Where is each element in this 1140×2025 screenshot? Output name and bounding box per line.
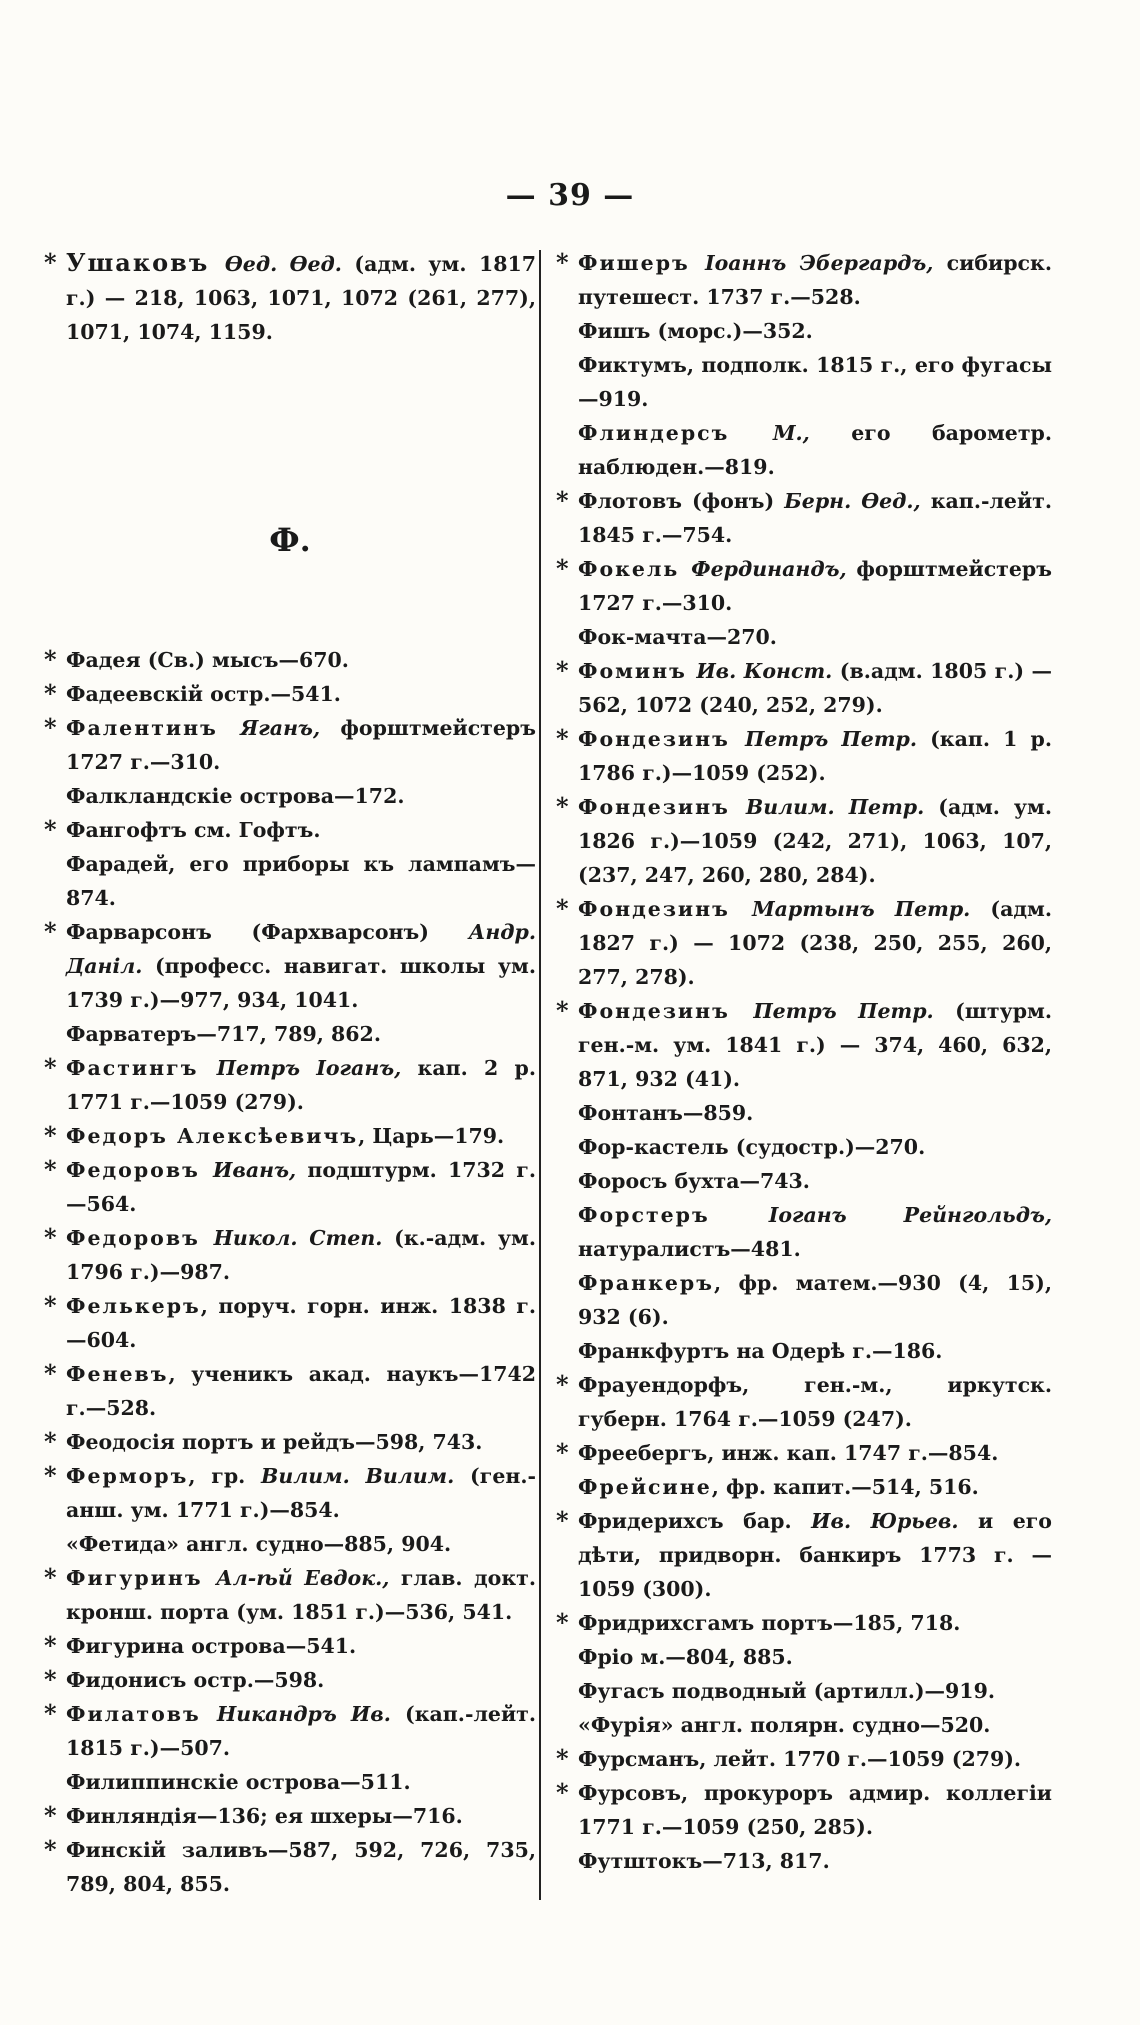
index-entry-fridrikhs [556, 1504, 1052, 1606]
index-entry-filippinskie [44, 1765, 536, 1799]
entry-text: Фоминъ [578, 659, 697, 683]
entry-text: кап. 2 р. 1771 г.—1059 (279). [66, 1056, 536, 1114]
entry-text: (адм. ум. 1817 г.) — 218, 1063, 1071, 1072 (261, 277), 1071, 1074, 1159. [66, 252, 536, 344]
entry-text: Фридерихсъ бар. [578, 1509, 812, 1533]
entry-text: , фр. капит.—514, 516. [711, 1475, 979, 1499]
index-entry-fangoft [44, 813, 536, 847]
entry-text: Фангофтъ см. Гофтъ. [66, 818, 321, 842]
asterisk-icon: * [44, 679, 57, 708]
asterisk-icon: * [556, 486, 569, 515]
entry-text: сибирск. путешест. 1737 г.—528. [578, 251, 1052, 309]
right-entries [556, 246, 1052, 1878]
asterisk-icon: * [556, 792, 569, 821]
asterisk-icon: * [556, 1506, 569, 1535]
entry-text: Ив. Юрьев. [811, 1509, 959, 1533]
entry-text: , ученикъ акад. наукъ—1742 г.—528. [66, 1362, 536, 1420]
asterisk-icon: * [556, 1744, 569, 1773]
entry-text: Яганъ, [240, 716, 321, 740]
index-entry-freysine [556, 1470, 1052, 1504]
entry-text: Ал-ѣй Евдок., [216, 1566, 390, 1590]
asterisk-icon: * [44, 1291, 57, 1320]
entry-text: Федоровъ [66, 1226, 214, 1250]
index-entry-fadeevskiy [44, 677, 536, 711]
entry-text: (адм. ум. 1826 г.)—1059 (242, 271), 1063, 107, (237, 247, 260, 280, 284). [578, 795, 1052, 887]
entry-text: Мартынъ Петр. [751, 897, 971, 921]
entry-text: Фокель [578, 557, 692, 581]
entry-text: Фридрихсгамъ портъ—185, 718. [578, 1611, 961, 1635]
entry-text: , Царь—179. [358, 1124, 505, 1148]
entry-text: его барометр. наблюден.—819. [578, 421, 1052, 479]
entry-text: Флотовъ (фонъ) [578, 489, 785, 513]
entry-text: Өед. Өед. [224, 252, 342, 276]
entry-text: Фалкландскіе острова—172. [66, 784, 405, 808]
entry-text: форштмейстеръ 1727 г.—310. [578, 557, 1052, 615]
entry-text: (к.-адм. ум. 1796 г.)—987. [66, 1226, 536, 1284]
section-letter: Ф. [269, 521, 311, 559]
entry-text: Фигурина острова—541. [66, 1634, 357, 1658]
index-entry-finlyandiya [44, 1799, 536, 1833]
index-entry-franker [556, 1266, 1052, 1334]
index-entry-fondezin-martyn [556, 892, 1052, 994]
entry-text: кап.-лейт. 1845 г.—754. [578, 489, 1053, 547]
asterisk-icon: * [556, 1778, 569, 1807]
entry-text: Петръ Іоганъ, [216, 1056, 402, 1080]
index-entry-felkker [44, 1289, 536, 1357]
index-entry-forster [556, 1198, 1052, 1266]
index-entry-flinders [556, 416, 1052, 484]
entry-text: натуралистъ—481. [578, 1237, 801, 1261]
entry-text: Ферморъ [66, 1464, 189, 1488]
entry-text: Фріо м.—804, 885. [578, 1645, 793, 1669]
entry-text: Фигуринъ [66, 1566, 217, 1590]
entry-text: Федоровъ [66, 1158, 214, 1182]
asterisk-icon: * [44, 1359, 57, 1388]
entry-text: Флиндерсъ [578, 421, 773, 445]
entry-text: Фадеевскій остр.—541. [66, 682, 341, 706]
index-entry-finskiy [44, 1833, 536, 1901]
index-entry-futshtok [556, 1844, 1052, 1878]
entry-text: Фок-мачта—270. [578, 625, 777, 649]
entry-text: Фарадей, его приборы къ лампамъ—874. [66, 852, 536, 910]
entry-text: Фор-кастель (судостр.)—270. [578, 1135, 926, 1159]
index-entry-falentin [44, 711, 536, 779]
index-entry-fondezin-petr-1 [556, 722, 1052, 790]
entry-text: Фондезинъ [578, 999, 754, 1023]
entry-text: Петръ Петр. [744, 727, 917, 751]
entry-text: , гр. [188, 1464, 262, 1488]
entry-text: Іоганъ Рейнгольдъ, [768, 1203, 1052, 1227]
asterisk-icon: * [44, 713, 57, 742]
asterisk-icon: * [44, 645, 57, 674]
asterisk-icon: * [44, 1665, 57, 1694]
index-entry-ushakov [44, 246, 536, 349]
entry-text: Никандръ Ив. [216, 1702, 391, 1726]
asterisk-icon: * [44, 1053, 57, 1082]
entry-text: Форстеръ [578, 1203, 769, 1227]
entry-text: Финскій заливъ—587, 592, 726, 735, 789, 804, 855. [66, 1838, 536, 1896]
entry-text: Феневъ [66, 1362, 169, 1386]
entry-text: Берн. Өед., [784, 489, 921, 513]
index-entry-fedorov-ivan [44, 1153, 536, 1221]
asterisk-icon: * [44, 1121, 57, 1150]
entry-text: Фалентинъ [66, 716, 241, 740]
index-entry-fenev [44, 1357, 536, 1425]
entry-text: «Фетида» англ. судно—885, 904. [66, 1532, 452, 1556]
index-entry-fok-machta [556, 620, 1052, 654]
index-entry-fetida [44, 1527, 536, 1561]
index-entry-fadeya [44, 643, 536, 677]
entry-text: Филатовъ [66, 1702, 217, 1726]
page-number: — 39 — [505, 178, 635, 213]
entry-text: Федоръ Алексѣевичъ [66, 1124, 359, 1148]
entry-text: Вилим. Петр. [745, 795, 925, 819]
entry-text: Вилим. Вилим. [261, 1464, 455, 1488]
asterisk-icon: * [556, 724, 569, 753]
index-entry-farvater [44, 1017, 536, 1051]
entry-text: Ушаковъ [66, 248, 225, 277]
entry-text: Фишеръ [578, 251, 705, 275]
asterisk-icon: * [44, 1427, 57, 1456]
entry-text: Фрейсине [578, 1475, 712, 1499]
index-entry-fursov [556, 1776, 1052, 1844]
entry-text: Петръ Петр. [753, 999, 934, 1023]
entry-text: Фишъ (морс.)—352. [578, 319, 813, 343]
asterisk-icon: * [556, 894, 569, 923]
index-entry-fermor [44, 1459, 536, 1527]
entry-text: Фугасъ подводный (артилл.)—919. [578, 1679, 995, 1703]
entry-text: форштмейстеръ 1727 г.—310. [66, 716, 536, 774]
right-column [556, 246, 1052, 1878]
entry-text: Франкеръ [578, 1271, 714, 1295]
left-column [44, 246, 536, 1901]
index-entry-fokel [556, 552, 1052, 620]
entry-text: , фр. матем.—930 (4, 15), 932 (6). [578, 1271, 1052, 1329]
entry-text: глав. докт. кронш. порта (ум. 1851 г.)—536, 541. [66, 1566, 536, 1624]
index-entry-fridrikhsgam [556, 1606, 1052, 1640]
entry-text: Никол. Степ. [213, 1226, 383, 1250]
index-entry-fiktum [556, 348, 1052, 416]
asterisk-icon: * [44, 1461, 57, 1490]
asterisk-icon: * [44, 917, 57, 946]
entry-text: (в.адм. 1805 г.) —562, 1072 (240, 252, 279). [578, 659, 1052, 717]
index-entry-fomin [556, 654, 1052, 722]
asterisk-icon: * [556, 1608, 569, 1637]
index-entry-fedorov-nikol [44, 1221, 536, 1289]
asterisk-icon: * [44, 248, 57, 277]
asterisk-icon: * [556, 248, 569, 277]
index-entry-falklandskie [44, 779, 536, 813]
asterisk-icon: * [44, 1699, 57, 1728]
index-entry-feodosiya [44, 1425, 536, 1459]
entry-text: Фарварсонъ (Фархварсонъ) [66, 920, 469, 944]
asterisk-icon: * [556, 1438, 569, 1467]
entry-text: Франкфуртъ на Одерѣ г.—186. [578, 1339, 943, 1363]
asterisk-icon: * [556, 656, 569, 685]
entry-text: Фонтанъ—859. [578, 1101, 754, 1125]
entry-text: (кап.-лейт. 1815 г.)—507. [66, 1702, 536, 1760]
index-entry-fontan [556, 1096, 1052, 1130]
asterisk-icon: * [44, 1155, 57, 1184]
entry-text: Феодосія портъ и рейдъ—598, 743. [66, 1430, 483, 1454]
left-entries [44, 643, 536, 1901]
asterisk-icon: * [44, 1223, 57, 1252]
entry-text: Ив. Конст. [696, 659, 833, 683]
entry-text: Фондезинъ [578, 795, 746, 819]
entry-text: Фидонисъ остр.—598. [66, 1668, 325, 1692]
entry-text: Фелькеръ [66, 1294, 201, 1318]
asterisk-icon: * [44, 1631, 57, 1660]
entry-text: Фердинандъ, [691, 557, 847, 581]
entry-text: Фурсманъ, лейт. 1770 г.—1059 (279). [578, 1747, 1022, 1771]
entry-text: Андр. Даніл. [66, 920, 536, 978]
index-entry-figurina [44, 1629, 536, 1663]
column-divider [539, 250, 541, 1900]
index-entry-fondezin-vilim [556, 790, 1052, 892]
entry-text: Фадея (Св.) мысъ—670. [66, 648, 349, 672]
asterisk-icon: * [44, 815, 57, 844]
asterisk-icon: * [556, 1370, 569, 1399]
entry-text: «Фурія» англ. полярн. судно—520. [578, 1713, 991, 1737]
entry-text: (кап. 1 р. 1786 г.)—1059 (252). [578, 727, 1052, 785]
index-entry-fondezin-petr-2 [556, 994, 1052, 1096]
index-entry-frauendorf [556, 1368, 1052, 1436]
index-entry-flotov [556, 484, 1052, 552]
asterisk-icon: * [44, 1835, 57, 1864]
index-entry-faradey [44, 847, 536, 915]
entry-text: Фарватеръ—717, 789, 862. [66, 1022, 381, 1046]
entry-text: (ген.-анш. ум. 1771 г.)—854. [66, 1464, 537, 1522]
asterisk-icon: * [44, 1563, 57, 1592]
asterisk-icon: * [556, 554, 569, 583]
index-entry-fursman [556, 1742, 1052, 1776]
index-entry-foros [556, 1164, 1052, 1198]
index-entry-for-kastel [556, 1130, 1052, 1164]
index-entry-fisher [556, 246, 1052, 314]
entry-text: Фондезинъ [578, 727, 745, 751]
entry-text: Фастингъ [66, 1056, 217, 1080]
index-entry-figurin [44, 1561, 536, 1629]
entry-text: Финляндія—136; ея шхеры—716. [66, 1804, 463, 1828]
entry-text: Фрауендорфъ, ген.-м., иркутск. губерн. 1764 г.—1059 (247). [578, 1373, 1052, 1431]
index-entry-frio [556, 1640, 1052, 1674]
entry-text: Іоаннъ Эбергардъ, [704, 251, 934, 275]
entry-text: подштурм. 1732 г. —564. [66, 1158, 536, 1216]
index-entry-frankfurt [556, 1334, 1052, 1368]
entry-text: Фиктумъ, подполк. 1815 г., его фугасы—919. [578, 353, 1052, 411]
index-entry-farvarson [44, 915, 536, 1017]
index-entry-fasting [44, 1051, 536, 1119]
entry-text: , поруч. горн. инж. 1838 г. —604. [66, 1294, 536, 1352]
index-entry-fugas [556, 1674, 1052, 1708]
faded-text-area [44, 349, 536, 481]
entry-text: и его дѣти, придворн. банкиръ 1773 г. — 1059 (300). [578, 1509, 1052, 1601]
entry-text: (штурм. ген.-м. ум. 1841 г.) — 374, 460, 632, 871, 932 (41). [578, 999, 1052, 1091]
index-entry-fedor [44, 1119, 536, 1153]
entry-text: Иванъ, [213, 1158, 297, 1182]
entry-text: Фреебергъ, инж. кап. 1747 г.—854. [578, 1441, 999, 1465]
entry-text: Филиппинскіе острова—511. [66, 1770, 411, 1794]
asterisk-icon: * [556, 996, 569, 1025]
entry-text: Форосъ бухта—743. [578, 1169, 810, 1193]
entry-text: Фондезинъ [578, 897, 752, 921]
entry-text: Фурсовъ, прокуроръ адмир. коллегіи 1771 г.—1059 (250, 285). [578, 1781, 1052, 1839]
index-entry-fidonis [44, 1663, 536, 1697]
asterisk-icon: * [44, 1801, 57, 1830]
entry-text: Футштокъ—713, 817. [578, 1849, 830, 1873]
index-entry-furiya [556, 1708, 1052, 1742]
index-entry-freeberkh [556, 1436, 1052, 1470]
left-top-entries [44, 246, 536, 349]
entry-text: (професс. навигат. школы ум. 1739 г.)—977, 934, 1041. [66, 954, 536, 1012]
entry-text: М., [772, 421, 810, 445]
entry-text: (адм. 1827 г.) — 1072 (238, 250, 255, 260, 277, 278). [578, 897, 1052, 989]
index-entry-filatov [44, 1697, 536, 1765]
index-entry-fish [556, 314, 1052, 348]
